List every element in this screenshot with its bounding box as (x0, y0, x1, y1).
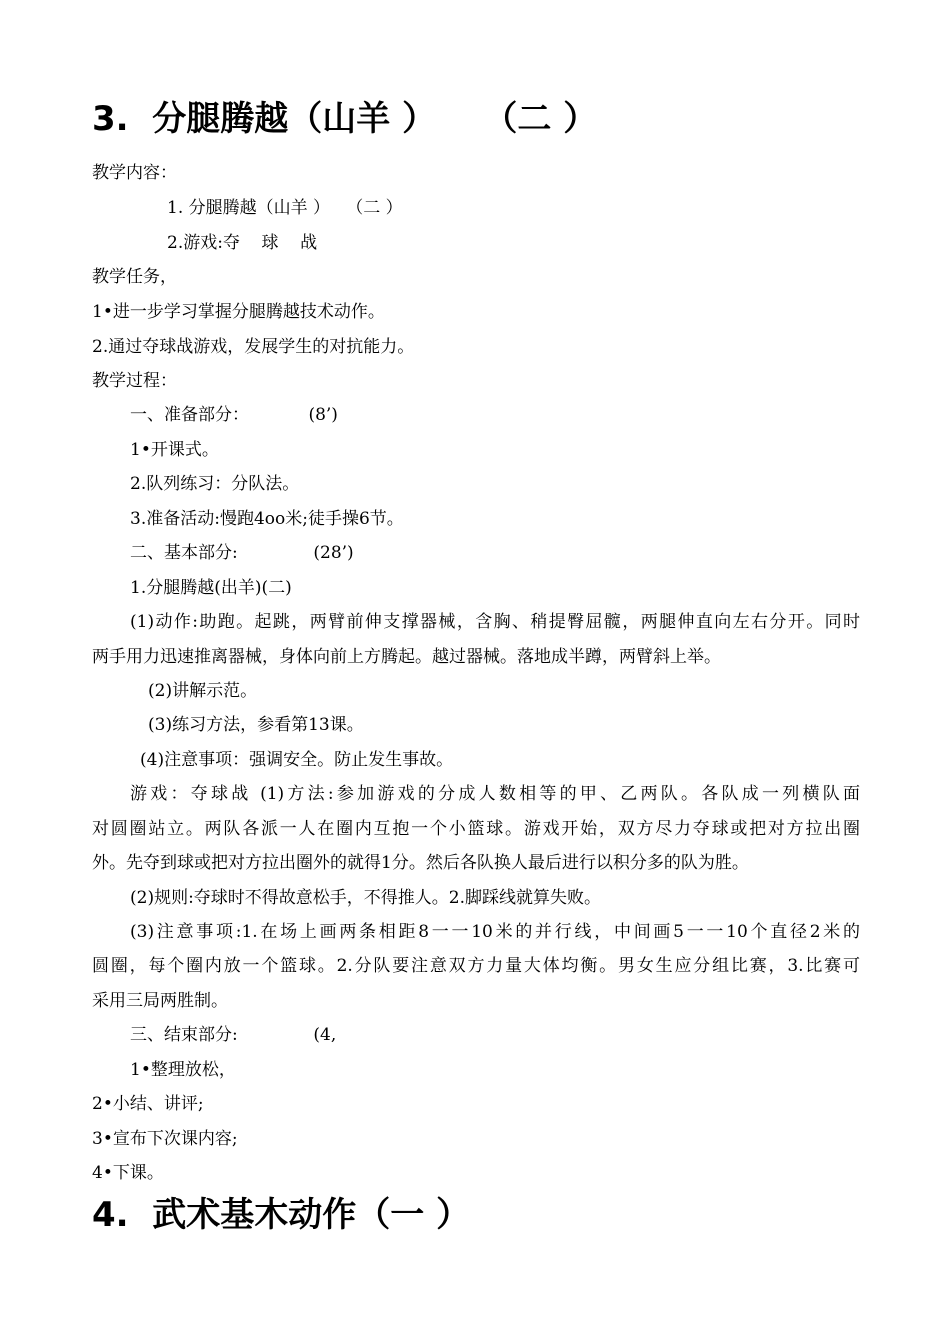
process-label: 教学过程： (92, 371, 177, 391)
content-item: 2.游戏:夺 球 战 (167, 233, 318, 253)
practice-item: (3)练习方法，参看第13课。 (148, 715, 364, 735)
game-notes-line: (3)注意事项:1.在场上画两条相距8一一10米的并行线，中间画5一一10个直径2米的 (130, 922, 860, 942)
part3-title: 三、结束部分: (4, (130, 1025, 337, 1045)
action-description-line: (1)动作:助跑。起跳，两臂前伸支撑器械，含胸、稍提臀屈髋，两腿伸直向左右分开。同时 (130, 612, 860, 632)
section-heading-4: 4. 武术基木动作（一 ） (92, 1195, 471, 1235)
task-item: 1•进一步学习掌握分腿腾越技术动作。 (92, 302, 385, 322)
game-description-line: 游戏：夺球战 (1)方法:参加游戏的分成人数相等的甲、乙两队。各队成一列横队面 (130, 784, 860, 804)
action-description-line: 两手用力迅速推离器械，身体向前上方腾起。越过器械。落地成半蹲，两臂斜上举。 (92, 647, 721, 667)
part3-item: 2•小结、讲评; (92, 1094, 204, 1114)
game-description-line: 外。先夺到球或把对方拉出圈外的就得1分。然后各队换人最后进行以积分多的队为胜。 (92, 853, 749, 873)
part1-item: 3.准备活动:慢跑4oo米;徒手操6节。 (130, 509, 404, 529)
game-notes-line: 圆圈，每个圈内放一个篮球。2.分队要注意双方力量大体均衡。男女生应分组比赛，3.比赛可 (92, 956, 860, 976)
part1-title: 一、准备部分： (8’) (130, 405, 338, 425)
section-heading-3: 3. 分腿腾越（山羊 ） （二 ） (92, 99, 598, 139)
part2-subtitle: 1.分腿腾越(出羊)(二) (130, 578, 292, 598)
part3-item: 4•下课。 (92, 1163, 164, 1183)
part3-item: 3•宣布下次课内容; (92, 1129, 238, 1149)
demo-item: (2)讲解示范。 (148, 681, 258, 701)
part2-title: 二、基本部分: (28’) (130, 543, 354, 563)
game-rules: (2)规则:夺球时不得故意松手，不得推人。2.脚踩线就算失败。 (130, 888, 602, 908)
caution-item: (4)注意事项：强调安全。防止发生事故。 (140, 750, 454, 770)
game-notes-line: 采用三局两胜制。 (92, 991, 228, 1011)
part1-item: 2.队列练习：分队法。 (130, 474, 300, 494)
part3-item: 1•整理放松， (130, 1060, 236, 1080)
game-description-line: 对圆圈站立。两队各派一人在圈内互抱一个小篮球。游戏开始，双方尽力夺球或把对方拉出圈 (92, 819, 860, 839)
content-label: 教学内容： (92, 163, 177, 183)
task-item: 2.通过夺球战游戏，发展学生的对抗能力。 (92, 337, 415, 357)
content-item: 1. 分腿腾越（山羊 ） （二 ） (167, 198, 403, 218)
tasks-label: 教学任务， (92, 267, 177, 287)
part1-item: 1•开课式。 (130, 440, 219, 460)
